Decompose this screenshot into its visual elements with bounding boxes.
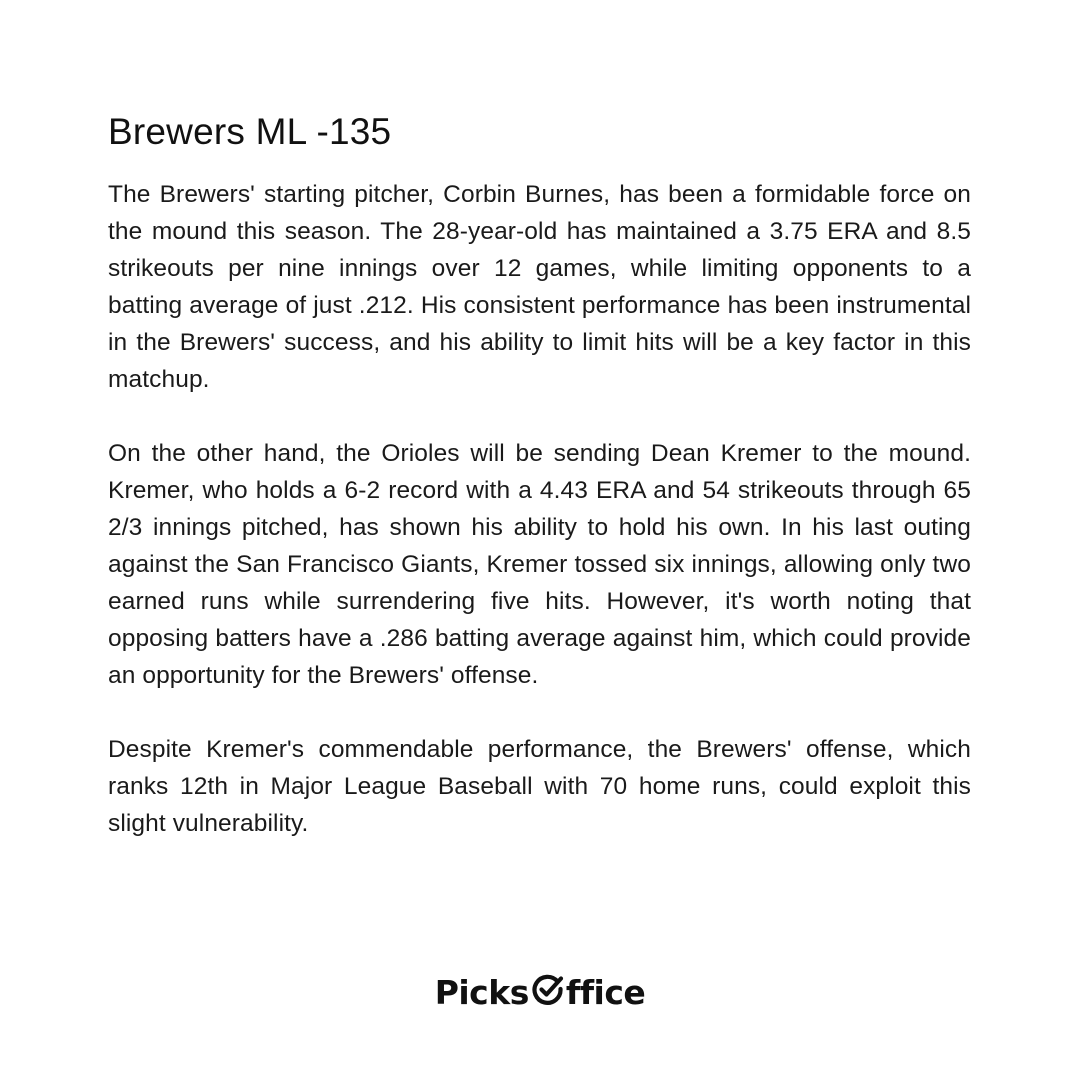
article-paragraph-1: The Brewers' starting pitcher, Corbin Burnes, has been a formidable force on the mound this season. The 28-year-old has maintained a 3.75 ERA and 8.5 strikeouts per nine innings over 12 games, while limiting opponents to a batting average of just .212. His consistent performance has been instrumental in the Brewers' success, and his ability to limit hits will be a key factor in this matchup.: [108, 181, 971, 394]
article-title: Brewers ML -135: [108, 111, 392, 152]
logo-text-ffice: ffice: [565, 972, 646, 1012]
check-circle-icon: [531, 973, 565, 1007]
article: [108, 110, 971, 879]
brand-logo: [0, 968, 1080, 1016]
logo-text-picks: Picks: [434, 972, 529, 1012]
article-paragraph-2: On the other hand, the Orioles will be sending Dean Kremer to the mound. Kremer, who holds a 6-2 record with a 4.43 ERA and 54 strikeouts through 65 2/3 innings pitched, has shown his ability to hold his own. In his last outing against the San Francisco Giants, Kremer tossed six innings, allowing only two earned runs while surrendering five hits. However, it's worth noting that opposing batters have a .286 batting average against him, which could provide an opportunity for the Brewers' offense.: [108, 440, 971, 690]
article-paragraph-3: Despite Kremer's commendable performance, the Brewers' offense, which ranks 12th in Major League Baseball with 70 home runs, could exploit this slight vulnerability.: [108, 736, 971, 838]
